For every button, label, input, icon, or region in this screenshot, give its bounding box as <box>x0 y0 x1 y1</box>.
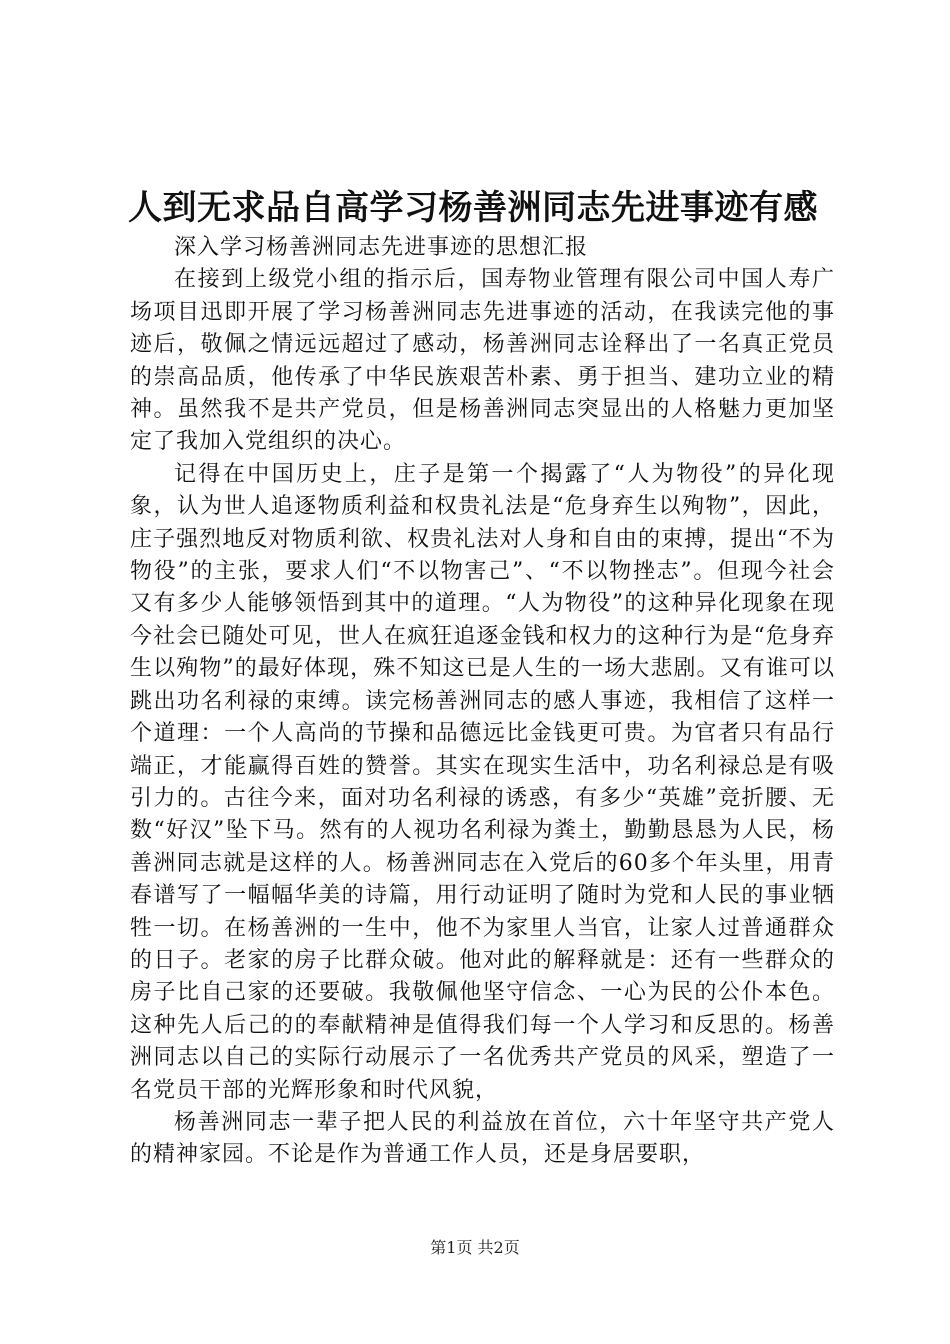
subtitle-paragraph: 深入学习杨善洲同志先进事迹的思想汇报 <box>174 235 589 260</box>
document-body <box>130 232 835 1172</box>
page-number-footer: 第1页 共2页 <box>430 1238 520 1257</box>
body-paragraph: 在接到上级党小组的指示后，国寿物业管理有限公司中国人寿广场项目迅即开展了学习杨善洲同志先进事迹的活动，在我读完他的事迹后，敬佩之情远远超过了感动，杨善洲同志诠释出了一名真正党员的崇高品质，他传承了中华民族艰苦朴素、勇于担当、建功立业的精神。虽然我不是共产党员，但是杨善洲同志突显出的人格魅力更加坚定了我加入党组织的决心。 <box>130 267 835 455</box>
document-title: 人到无求品自高学习杨善洲同志先进事迹有感 <box>128 188 818 228</box>
body-paragraph: 记得在中国历史上，庄子是第一个揭露了“人为物役”的异化现象，认为世人追逐物质利益和权贵礼法是“危身弃生以殉物”，因此，庄子强烈地反对物质利欲、权贵礼法对人身和自由的束搏，提出“不为物役”的主张，要求人们“不以物害己”、“不以物挫志”。但现今社会又有多少人能够领悟到其中的道理。“人为物役”的这种异化现象在现今社会已随处可见，世人在疯狂追逐金钱和权力的这种行为是“危身弃生以殉物”的最好体现，殊不知这已是人生的一场大悲剧。又有谁可以跳出功名利禄的束缚。读完杨善洲同志的感人事迹，我相信了这样一个道理：一个人高尚的节操和品德远比金钱更可贵。为官者只有品行端正，才能赢得百姓的赞誉。其实在现实生活中，功名利禄总是有吸引力的。古往今来，面对功名利禄的诱惑，有多少“英雄”竞折腰、无数“好汉”坠下马。然有的人视功名利禄为粪土，勤勤恳恳为人民，杨善洲同志就是这样的人。杨善洲同志在入党后的60多个年头里，用青春谱写了一幅幅华美的诗篇，用行动证明了随时为党和人民的事业牺牲一切。在杨善洲的一生中，他不为家里人当官，让家人过普通群众的日子。老家的房子比群众破。他对此的解释就是：还有一些群众的房子比自己家的还要破。我敬佩他坚守信念、一心为民的公仆本色。这种先人后己的的奉献精神是值得我们每一个人学习和反思的。杨善洲同志以自己的实际行动展示了一名优秀共产党员的风采，塑造了一名党员干部的光辉形象和时代风貌， <box>130 461 835 1103</box>
body-paragraph: 杨善洲同志一辈子把人民的利益放在首位，六十年坚守共产党人的精神家园。不论是作为普通工作人员，还是身居要职， <box>130 1109 835 1168</box>
